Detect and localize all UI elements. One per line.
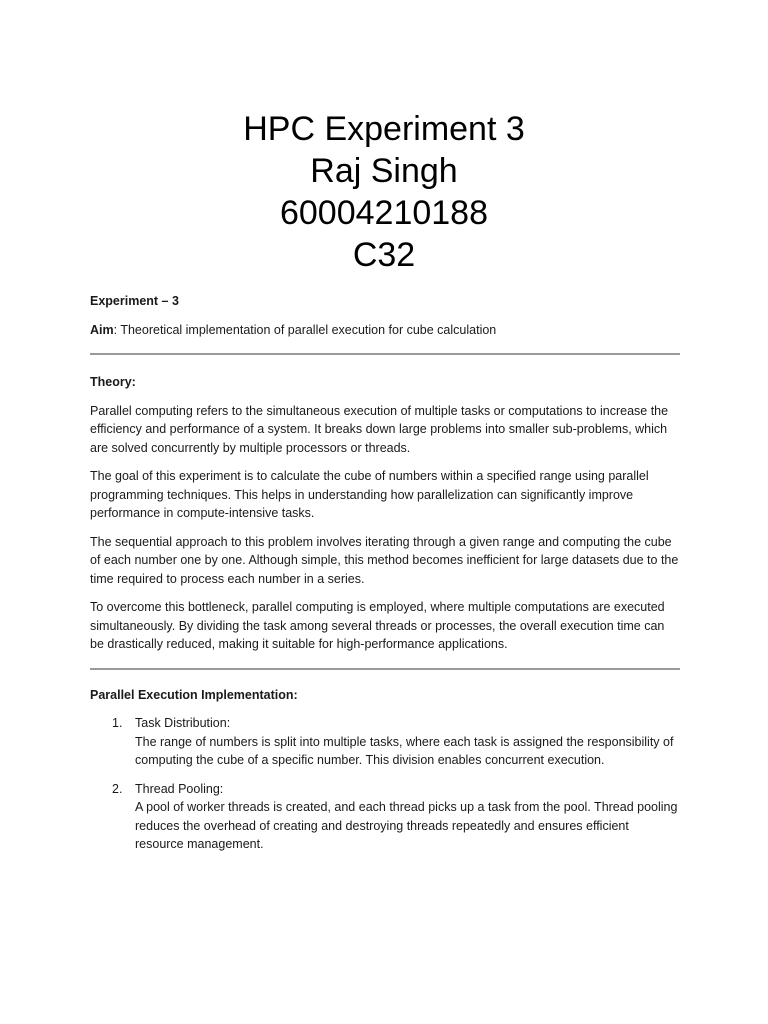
document-title [0, 108, 768, 276]
list-item-title: Task Distribution: [135, 716, 231, 730]
section-divider [90, 668, 680, 670]
list-item-number: 1. [112, 716, 123, 730]
document-body [90, 292, 680, 864]
list-item-number: 2. [112, 781, 123, 796]
list-item-description: The range of numbers is split into multiple tasks, where each task is assigned the responsibility of computing the cube of a specific number. This division enables concurrent execution. [135, 734, 674, 767]
theory-paragraph: Parallel computing refers to the simultaneous execution of multiple tasks or computations to increase the efficiency and performance of a system. It breaks down large problems into smaller sub-problems, which are solved concurrently by multiple processors or threads. [90, 403, 669, 455]
list-item [90, 714, 680, 770]
list-item-description: A pool of worker threads is created, and each thread picks up a task from the pool. Thread pooling reduces the overhead of creating and destroying threads repeatedly and ensures efficient resource management. [135, 800, 678, 851]
list-item-title: Thread Pooling: [135, 781, 224, 796]
experiment-label: Experiment – 3 [90, 294, 179, 308]
implementation-heading: Parallel Execution Implementation: [90, 687, 298, 702]
theory-paragraph: To overcome this bottleneck, parallel computing is employed, where multiple computations are executed simultaneously. By dividing the task among several threads or processes, the overall execution time can be drastically reduced, making it suitable for high-performance applications. [90, 600, 665, 651]
theory-paragraph: The sequential approach to this problem involves iterating through a given range and computing the cube of each number one by one. Although simple, this method becomes inefficient for large datasets due to the time required to process each number in a series. [90, 534, 679, 586]
theory-paragraph: The goal of this experiment is to calculate the cube of numbers within a specified range using parallel programming techniques. This helps in understanding how parallelization can significantly improve performance in compute-intensive tasks. [90, 469, 649, 520]
theory-heading: Theory: [90, 375, 136, 389]
aim-line [90, 321, 680, 340]
aim-text: : Theoretical implementation of parallel execution for cube calculation [113, 322, 497, 337]
title-experiment: HPC Experiment 3 [243, 110, 525, 148]
implementation-list [90, 714, 680, 854]
title-roll-number: 60004210188 [279, 194, 488, 232]
title-student-name: Raj Singh [310, 152, 458, 190]
list-item [90, 780, 680, 854]
title-class-code: C32 [352, 236, 416, 274]
section-divider [90, 353, 680, 355]
aim-label: Aim [90, 322, 114, 337]
